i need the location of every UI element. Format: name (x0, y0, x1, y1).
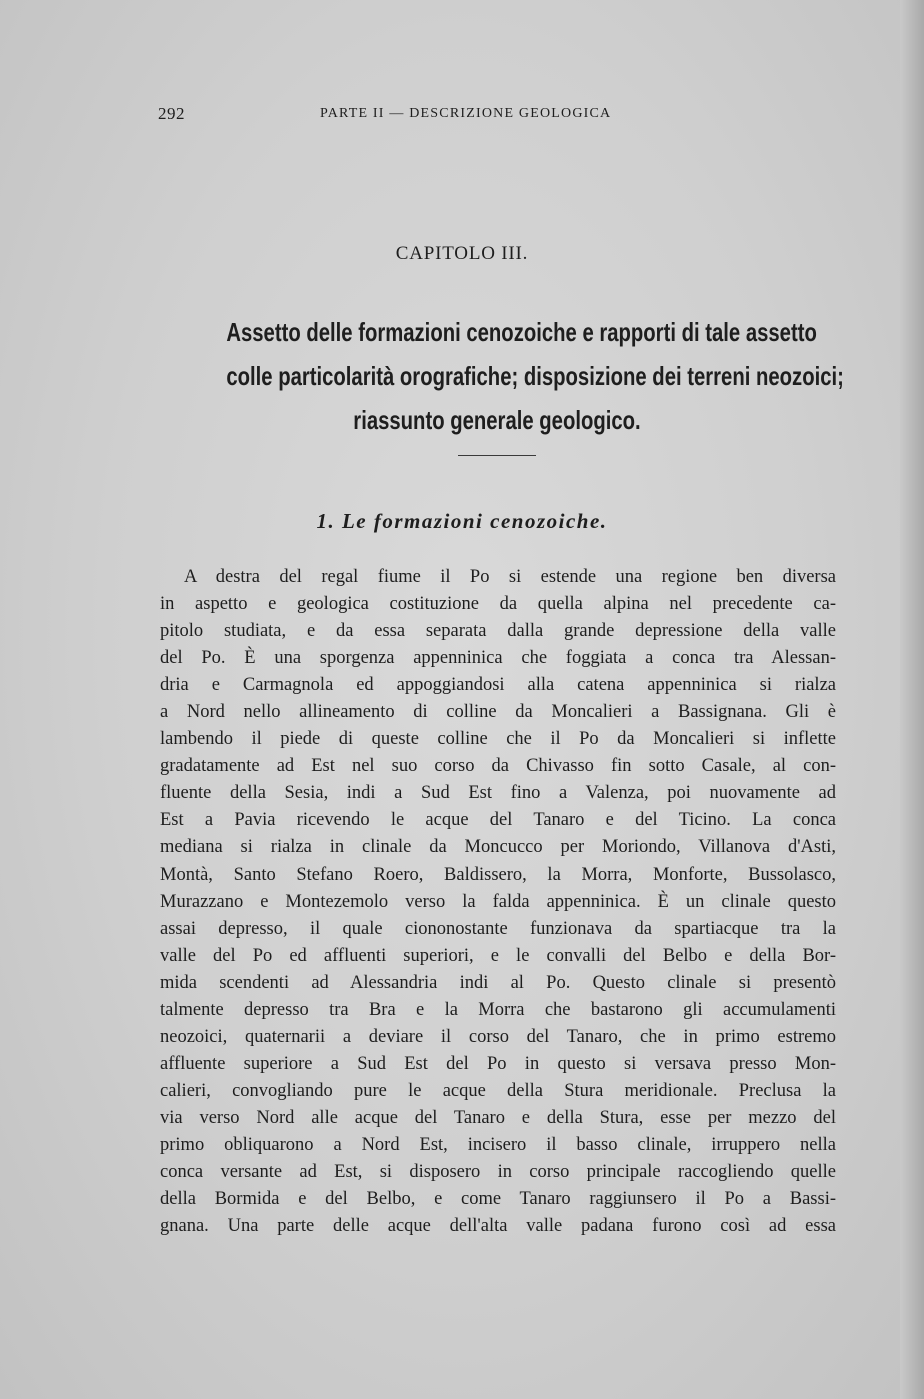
text-line: assai depresso, il quale ciononostante funzionava da spartiacque tra la (160, 918, 836, 939)
text-line: della Bormida e del Belbo, e come Tanaro raggiunsero il Po a Bassi- (160, 1189, 836, 1210)
text-line: Murazzano e Montezemolo verso la falda appenninica. È un clinale questo (160, 891, 836, 912)
text-line: conca versante ad Est, si disposero in corso principale raccogliendo quelle (160, 1162, 836, 1183)
text-line: pitolo studiata, e da essa separata dalla grande depressione della valle (160, 621, 836, 642)
chapter-title-line: colle particolarità orografiche; disposizione dei terreni neozoici; (226, 361, 844, 391)
text-line: Montà, Santo Stefano Roero, Baldissero, la Morra, Monforte, Bussolasco, (160, 864, 836, 885)
text-line: talmente depresso tra Bra e la Morra che bastarono gli accumulamenti (160, 999, 836, 1020)
text-line: A destra del regal fiume il Po si estende una regione ben diversa (184, 567, 836, 587)
body-paragraph (160, 564, 836, 1240)
running-head (158, 104, 838, 128)
text-line: del Po. È una sporgenza appenninica che foggiata a conca tra Alessan- (160, 648, 836, 669)
chapter-title-line: riassunto generale geologico. (353, 405, 641, 435)
text-line: neozoici, quaternarii a deviare il corso del Tanaro, che in primo estremo (160, 1026, 836, 1047)
text-line: calieri, convogliando pure le acque della Stura meridionale. Preclusa la (160, 1080, 836, 1101)
chapter-title (226, 310, 844, 442)
running-title: PARTE II — DESCRIZIONE GEOLOGICA (320, 106, 612, 121)
text-line: via verso Nord alle acque del Tanaro e della Stura, esse per mezzo del (160, 1107, 836, 1128)
text-line: gradatamente ad Est nel suo corso da Chivasso fin sotto Casale, al con- (160, 756, 836, 777)
text-line: dria e Carmagnola ed appoggiandosi alla catena appenninica si rialza (160, 675, 836, 696)
text-line: affluente superiore a Sud Est del Po in questo si versava presso Mon- (160, 1053, 836, 1074)
page-number: 292 (158, 104, 185, 123)
text-line: fluente della Sesia, indi a Sud Est fino a Valenza, poi nuovamente ad (160, 783, 836, 804)
text-line: Est a Pavia ricevendo le acque del Tanaro e del Ticino. La conca (160, 810, 836, 831)
section-divider (458, 455, 536, 456)
text-line: gnana. Una parte delle acque dell'alta valle padana furono così ad essa (160, 1216, 836, 1237)
text-line: in aspetto e geologica costituzione da quella alpina nel precedente ca- (160, 594, 836, 615)
text-line: valle del Po ed affluenti superiori, e le convalli del Belbo e della Bor- (160, 945, 836, 966)
text-line: mida scendenti ad Alessandria indi al Po. Questo clinale si presentò (160, 972, 836, 993)
text-line: mediana si rialza in clinale da Moncucco per Moriondo, Villanova d'Asti, (160, 837, 836, 858)
text-line: primo obliquarono a Nord Est, incisero il basso clinale, irruppero nella (160, 1134, 836, 1155)
section-heading: 1. Le formazioni cenozoiche. (316, 509, 608, 533)
text-line: a Nord nello allineamento di colline da Moncalieri a Bassignana. Gli è (160, 702, 836, 723)
page-edge (900, 0, 924, 1399)
text-line: lambendo il piede di queste colline che il Po da Moncalieri si inflette (160, 729, 836, 750)
chapter-title-line: Assetto delle formazioni cenozoiche e rapporti di tale assetto (226, 317, 817, 347)
chapter-label: CAPITOLO III. (395, 243, 529, 264)
